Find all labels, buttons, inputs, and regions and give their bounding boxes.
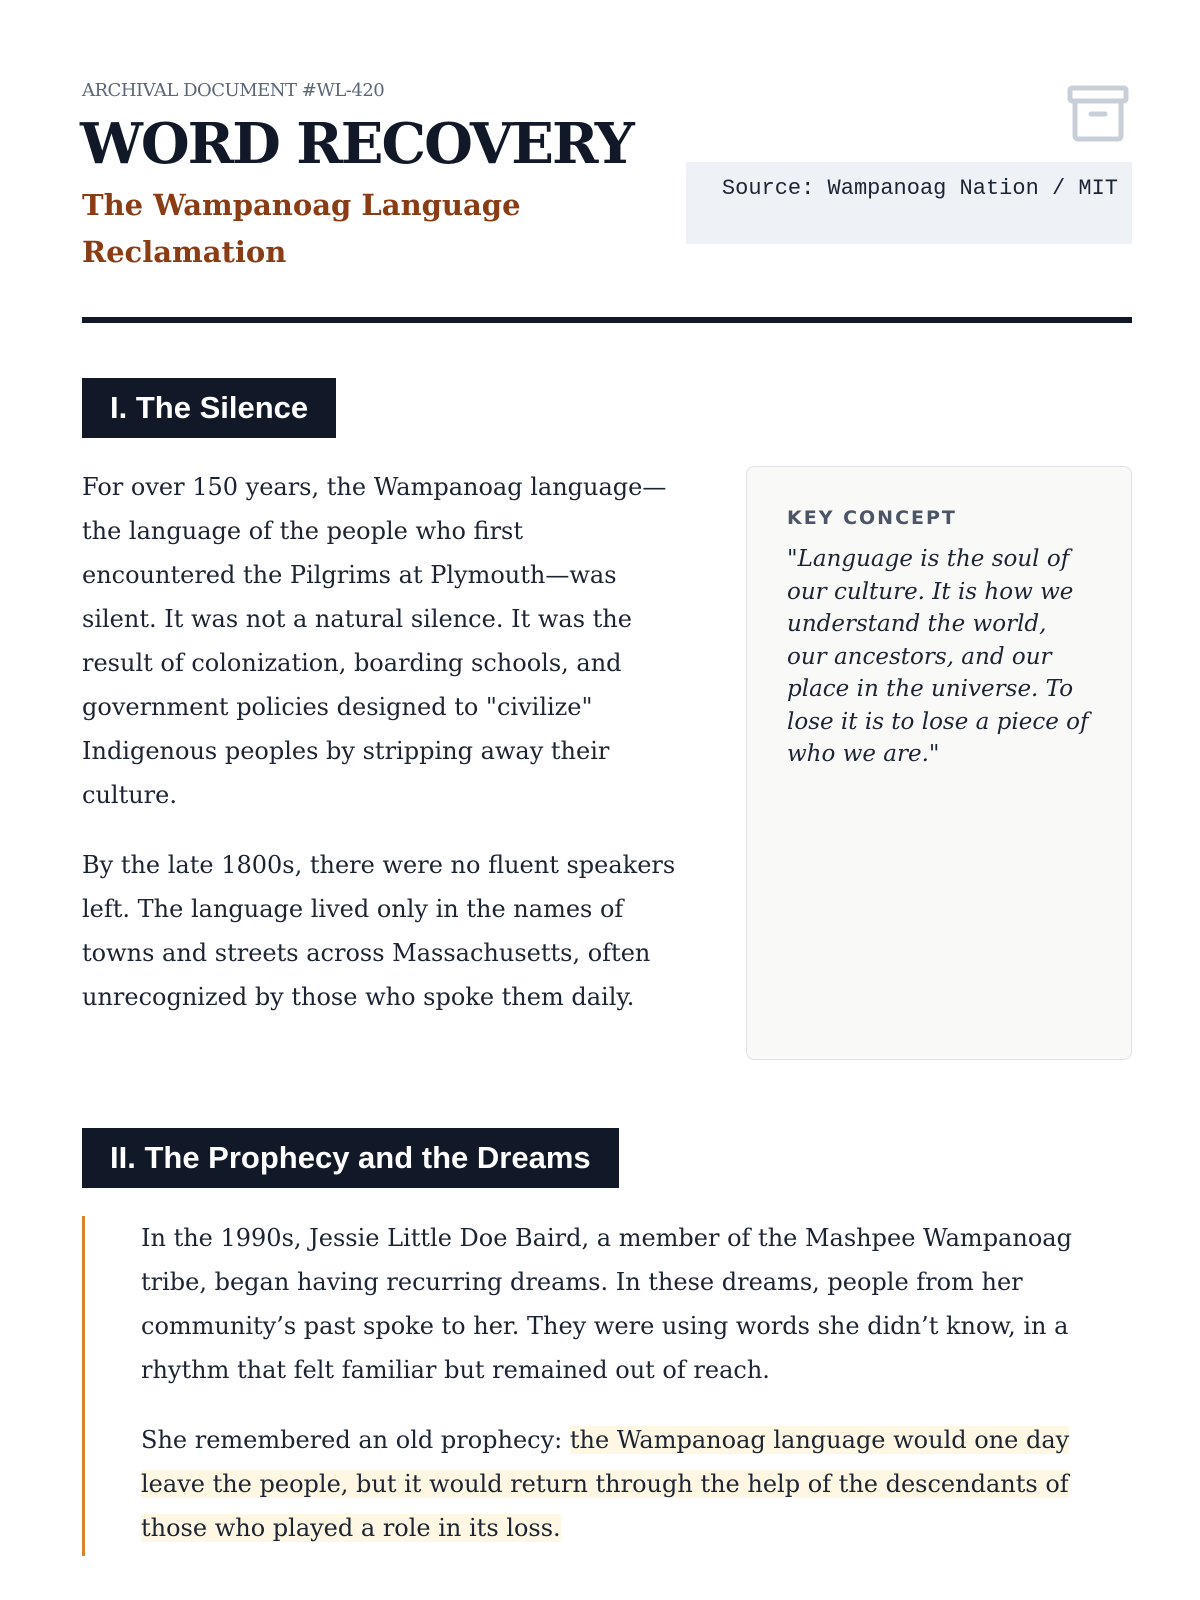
prophecy-highlight: the Wampanoag language would one day leave the people, but it would return through the help of the descendants of those who played a role in its loss. bbox=[141, 1426, 1070, 1542]
section-heading-prophecy: II. The Prophecy and the Dreams bbox=[82, 1128, 619, 1188]
paragraph: In the 1990s, Jessie Little Doe Baird, a member of the Mashpee Wampanoag tribe, began having recurring dreams. In these dreams, people from her community’s past spoke to her. They were using words she didn’t know, in a rhythm that felt familiar but remained out of reach. bbox=[141, 1224, 1072, 1384]
key-concept-quote: "Language is the soul of our culture. It is how we understand the world, our ancestors, and our place in the universe. To lose it is to lose a piece of who we are." bbox=[787, 546, 1089, 767]
source-box: Source: Wampanoag Nation / MIT bbox=[686, 162, 1132, 244]
key-concept-label: KEY CONCEPT bbox=[787, 507, 957, 529]
page-title: WORD RECOVERY bbox=[80, 111, 633, 177]
doc-id: ARCHIVAL DOCUMENT #WL-420 bbox=[82, 80, 385, 101]
section-silence-body bbox=[82, 465, 682, 1019]
paragraph bbox=[141, 1418, 1132, 1550]
paragraph: For over 150 years, the Wampanoag language—the language of the people who first encountered the Pilgrims at Plymouth—was silent. It was not a natural silence. It was the result of colonization, boarding schools, and government policies designed to "civilize" Indigenous peoples by stripping away their culture. bbox=[82, 473, 667, 809]
paragraph: By the late 1800s, there were no fluent speakers left. The language lived only in the names of towns and streets across Massachusetts, often unrecognized by those who spoke them daily. bbox=[82, 851, 676, 1011]
story-block bbox=[82, 1216, 1132, 1556]
page-subtitle: The Wampanoag Language Reclamation bbox=[82, 188, 521, 269]
section-heading-silence: I. The Silence bbox=[82, 378, 336, 438]
archive-icon bbox=[1066, 84, 1130, 144]
key-concept-box bbox=[746, 466, 1132, 1060]
prophecy-lead: She remembered an old prophecy: bbox=[141, 1426, 570, 1454]
header-divider bbox=[82, 317, 1132, 323]
